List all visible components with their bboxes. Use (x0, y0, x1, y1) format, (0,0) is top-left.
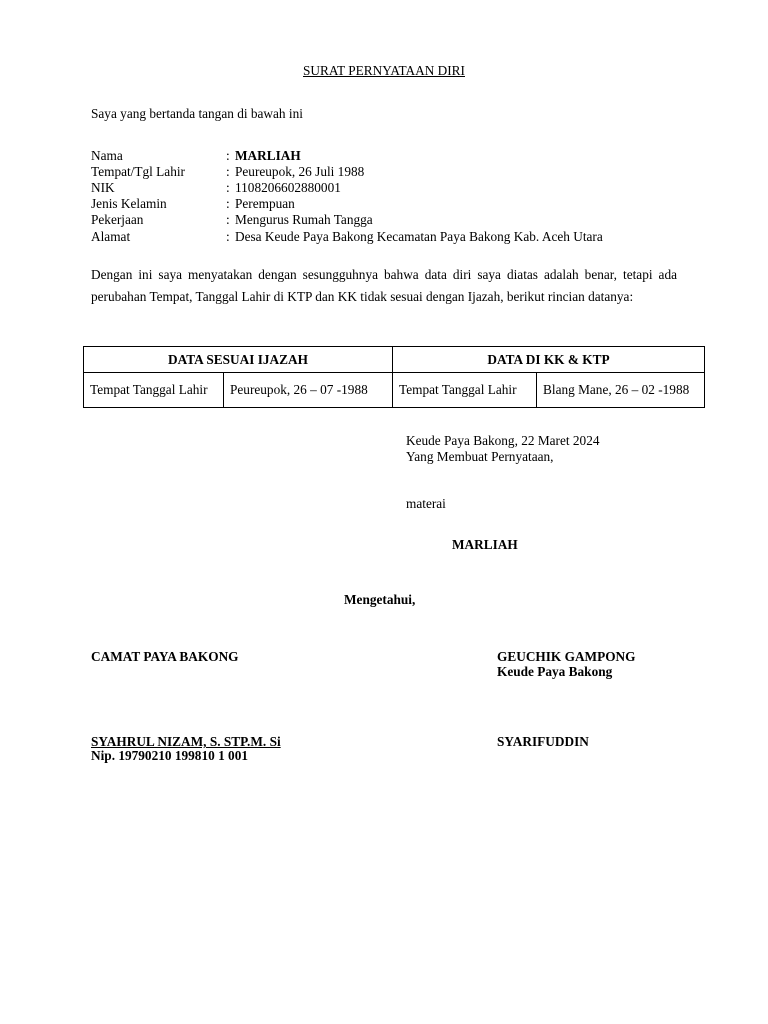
field-value: Peureupok, 26 Juli 1988 (235, 164, 365, 179)
table-cell: Tempat Tanggal Lahir (393, 373, 537, 408)
field-value: Mengurus Rumah Tangga (235, 212, 373, 227)
intro-text: Saya yang bertanda tangan di bawah ini (91, 106, 303, 121)
field-value: Desa Keude Paya Bakong Kecamatan Paya Bakong Kab. Aceh Utara (235, 229, 603, 244)
field-separator: : (226, 229, 230, 244)
stamp-placeholder: materai (406, 496, 446, 511)
statement-paragraph: Dengan ini saya menyatakan dengan sesungguhnya bahwa data diri saya diatas adalah benar, tetapi ada perubahan Tempat, Tanggal Lahir di KTP dan KK tidak sesuai dengan Ijazah, berikut rincian datanya: (91, 267, 677, 304)
document-title: SURAT PERNYATAAN DIRI (303, 63, 465, 78)
field-label: Tempat/Tgl Lahir (91, 164, 185, 179)
left-official-title: CAMAT PAYA BAKONG (91, 649, 239, 664)
table-cell: Tempat Tanggal Lahir (84, 373, 224, 408)
field-separator: : (226, 212, 230, 227)
field-value: 1108206602880001 (235, 180, 341, 195)
place-date: Keude Paya Bakong, 22 Maret 2024 (406, 433, 600, 448)
field-label: Alamat (91, 229, 131, 244)
data-comparison-table (83, 346, 705, 408)
signer-role: Yang Membuat Pernyataan, (406, 449, 554, 464)
table-cell: Peureupok, 26 – 07 -1988 (224, 373, 393, 408)
table-header-ijazah: DATA SESUAI IJAZAH (84, 347, 393, 373)
signer-name: MARLIAH (452, 537, 518, 552)
field-label: Jenis Kelamin (91, 196, 167, 211)
field-separator: : (226, 196, 230, 211)
field-value: Perempuan (235, 196, 295, 211)
table-header-kk-ktp: DATA DI KK & KTP (393, 347, 705, 373)
field-label: Pekerjaan (91, 212, 144, 227)
acknowledged-label: Mengetahui, (344, 592, 416, 607)
table-cell: Blang Mane, 26 – 02 -1988 (537, 373, 705, 408)
field-value: MARLIAH (235, 148, 301, 163)
field-separator: : (226, 148, 230, 163)
table-header-row (84, 347, 705, 373)
field-separator: : (226, 164, 230, 179)
right-official-name: SYARIFUDDIN (497, 734, 589, 749)
left-official-nip: Nip. 19790210 199810 1 001 (91, 748, 248, 763)
table-row (84, 373, 705, 408)
right-official-subtitle: Keude Paya Bakong (497, 664, 613, 679)
field-separator: : (226, 180, 230, 195)
left-official-name: SYAHRUL NIZAM, S. STP.M. Si (91, 734, 281, 749)
right-official-title: GEUCHIK GAMPONG (497, 649, 636, 664)
field-label: Nama (91, 148, 123, 163)
field-label: NIK (91, 180, 115, 195)
